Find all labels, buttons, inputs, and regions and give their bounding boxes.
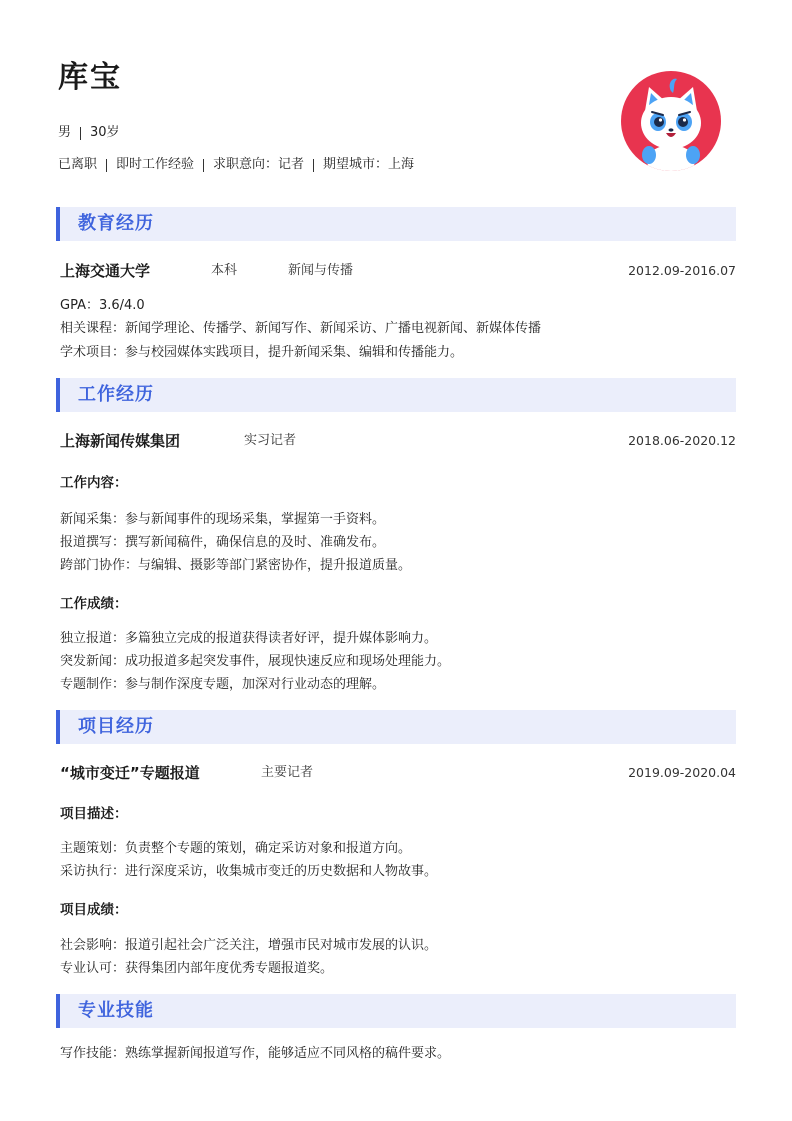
availability: 即时工作经验 bbox=[116, 157, 195, 172]
candidate-name: 库宝 bbox=[58, 60, 122, 95]
project-result-heading: 项目成绩： bbox=[60, 902, 128, 918]
major: 新闻与传播 bbox=[288, 263, 354, 278]
project-name: “城市变迁”专题报道 bbox=[60, 764, 200, 782]
age: 30岁 bbox=[90, 125, 120, 140]
school-name: 上海交通大学 bbox=[60, 262, 151, 280]
divider bbox=[106, 159, 107, 172]
project-result-line: 社会影响：报道引起社会广泛关注，增强市民对城市发展的认识。 bbox=[60, 938, 438, 953]
company-name: 上海新闻传媒集团 bbox=[60, 432, 181, 450]
work-content-line: 跨部门协作：与编辑、摄影等部门紧密协作，提升报道质量。 bbox=[60, 558, 412, 573]
work-content-line: 新闻采集：参与新闻事件的现场采集，掌握第一手资料。 bbox=[60, 512, 386, 527]
work-content-line: 报道撰写：撰写新闻稿件，确保信息的及时、准确发布。 bbox=[60, 535, 386, 550]
section-skills bbox=[56, 994, 736, 1028]
work-content-heading: 工作内容： bbox=[60, 475, 128, 491]
expected-city: 期望城市：上海 bbox=[323, 157, 415, 172]
project-result-line: 专业认可：获得集团内部年度优秀专题报道奖。 bbox=[60, 961, 334, 976]
divider bbox=[203, 159, 204, 172]
project-role: 主要记者 bbox=[261, 765, 314, 780]
project-desc-heading: 项目描述： bbox=[60, 806, 128, 822]
project-date: 2019.09-2020.04 bbox=[628, 765, 736, 780]
project-desc-line: 主题策划：负责整个专题的策划，确定采访对象和报道方向。 bbox=[60, 841, 412, 856]
job-info bbox=[58, 156, 414, 174]
education-entry bbox=[60, 260, 736, 282]
education-date: 2012.09-2016.07 bbox=[628, 263, 736, 278]
degree: 本科 bbox=[211, 263, 238, 278]
avatar bbox=[621, 71, 721, 171]
section-title: 专业技能 bbox=[78, 1000, 154, 1021]
education-line: 学术项目：参与校园媒体实践项目，提升新闻采集、编辑和传播能力。 bbox=[60, 345, 464, 360]
divider bbox=[80, 127, 81, 140]
section-title: 教育经历 bbox=[78, 213, 154, 234]
work-date: 2018.06-2020.12 bbox=[628, 433, 736, 448]
basic-info bbox=[58, 124, 120, 142]
section-education bbox=[56, 207, 736, 241]
section-title: 工作经历 bbox=[78, 384, 154, 405]
work-result-line: 独立报道：多篇独立完成的报道获得读者好评，提升媒体影响力。 bbox=[60, 631, 438, 646]
gender: 男 bbox=[58, 125, 72, 140]
section-title: 项目经历 bbox=[78, 716, 154, 737]
project-desc-line: 采访执行：进行深度采访，收集城市变迁的历史数据和人物故事。 bbox=[60, 864, 438, 879]
section-project bbox=[56, 710, 736, 744]
education-line: GPA：3.6/4.0 bbox=[60, 298, 145, 313]
divider bbox=[313, 159, 314, 172]
work-entry bbox=[60, 430, 736, 452]
work-result-heading: 工作成绩： bbox=[60, 596, 128, 612]
cat-mascot-icon bbox=[621, 71, 721, 171]
skill-line: 写作技能：熟练掌握新闻报道写作，能够适应不同风格的稿件要求。 bbox=[60, 1046, 451, 1061]
section-work bbox=[56, 378, 736, 412]
work-result-line: 突发新闻：成功报道多起突发事件，展现快速反应和现场处理能力。 bbox=[60, 654, 451, 669]
education-line: 相关课程：新闻学理论、传播学、新闻写作、新闻采访、广播电视新闻、新媒体传播 bbox=[60, 321, 542, 336]
employment-status: 已离职 bbox=[58, 157, 98, 172]
job-intent: 求职意向：记者 bbox=[213, 157, 305, 172]
project-entry bbox=[60, 762, 736, 784]
job-role: 实习记者 bbox=[244, 433, 297, 448]
work-result-line: 专题制作：参与制作深度专题，加深对行业动态的理解。 bbox=[60, 677, 386, 692]
